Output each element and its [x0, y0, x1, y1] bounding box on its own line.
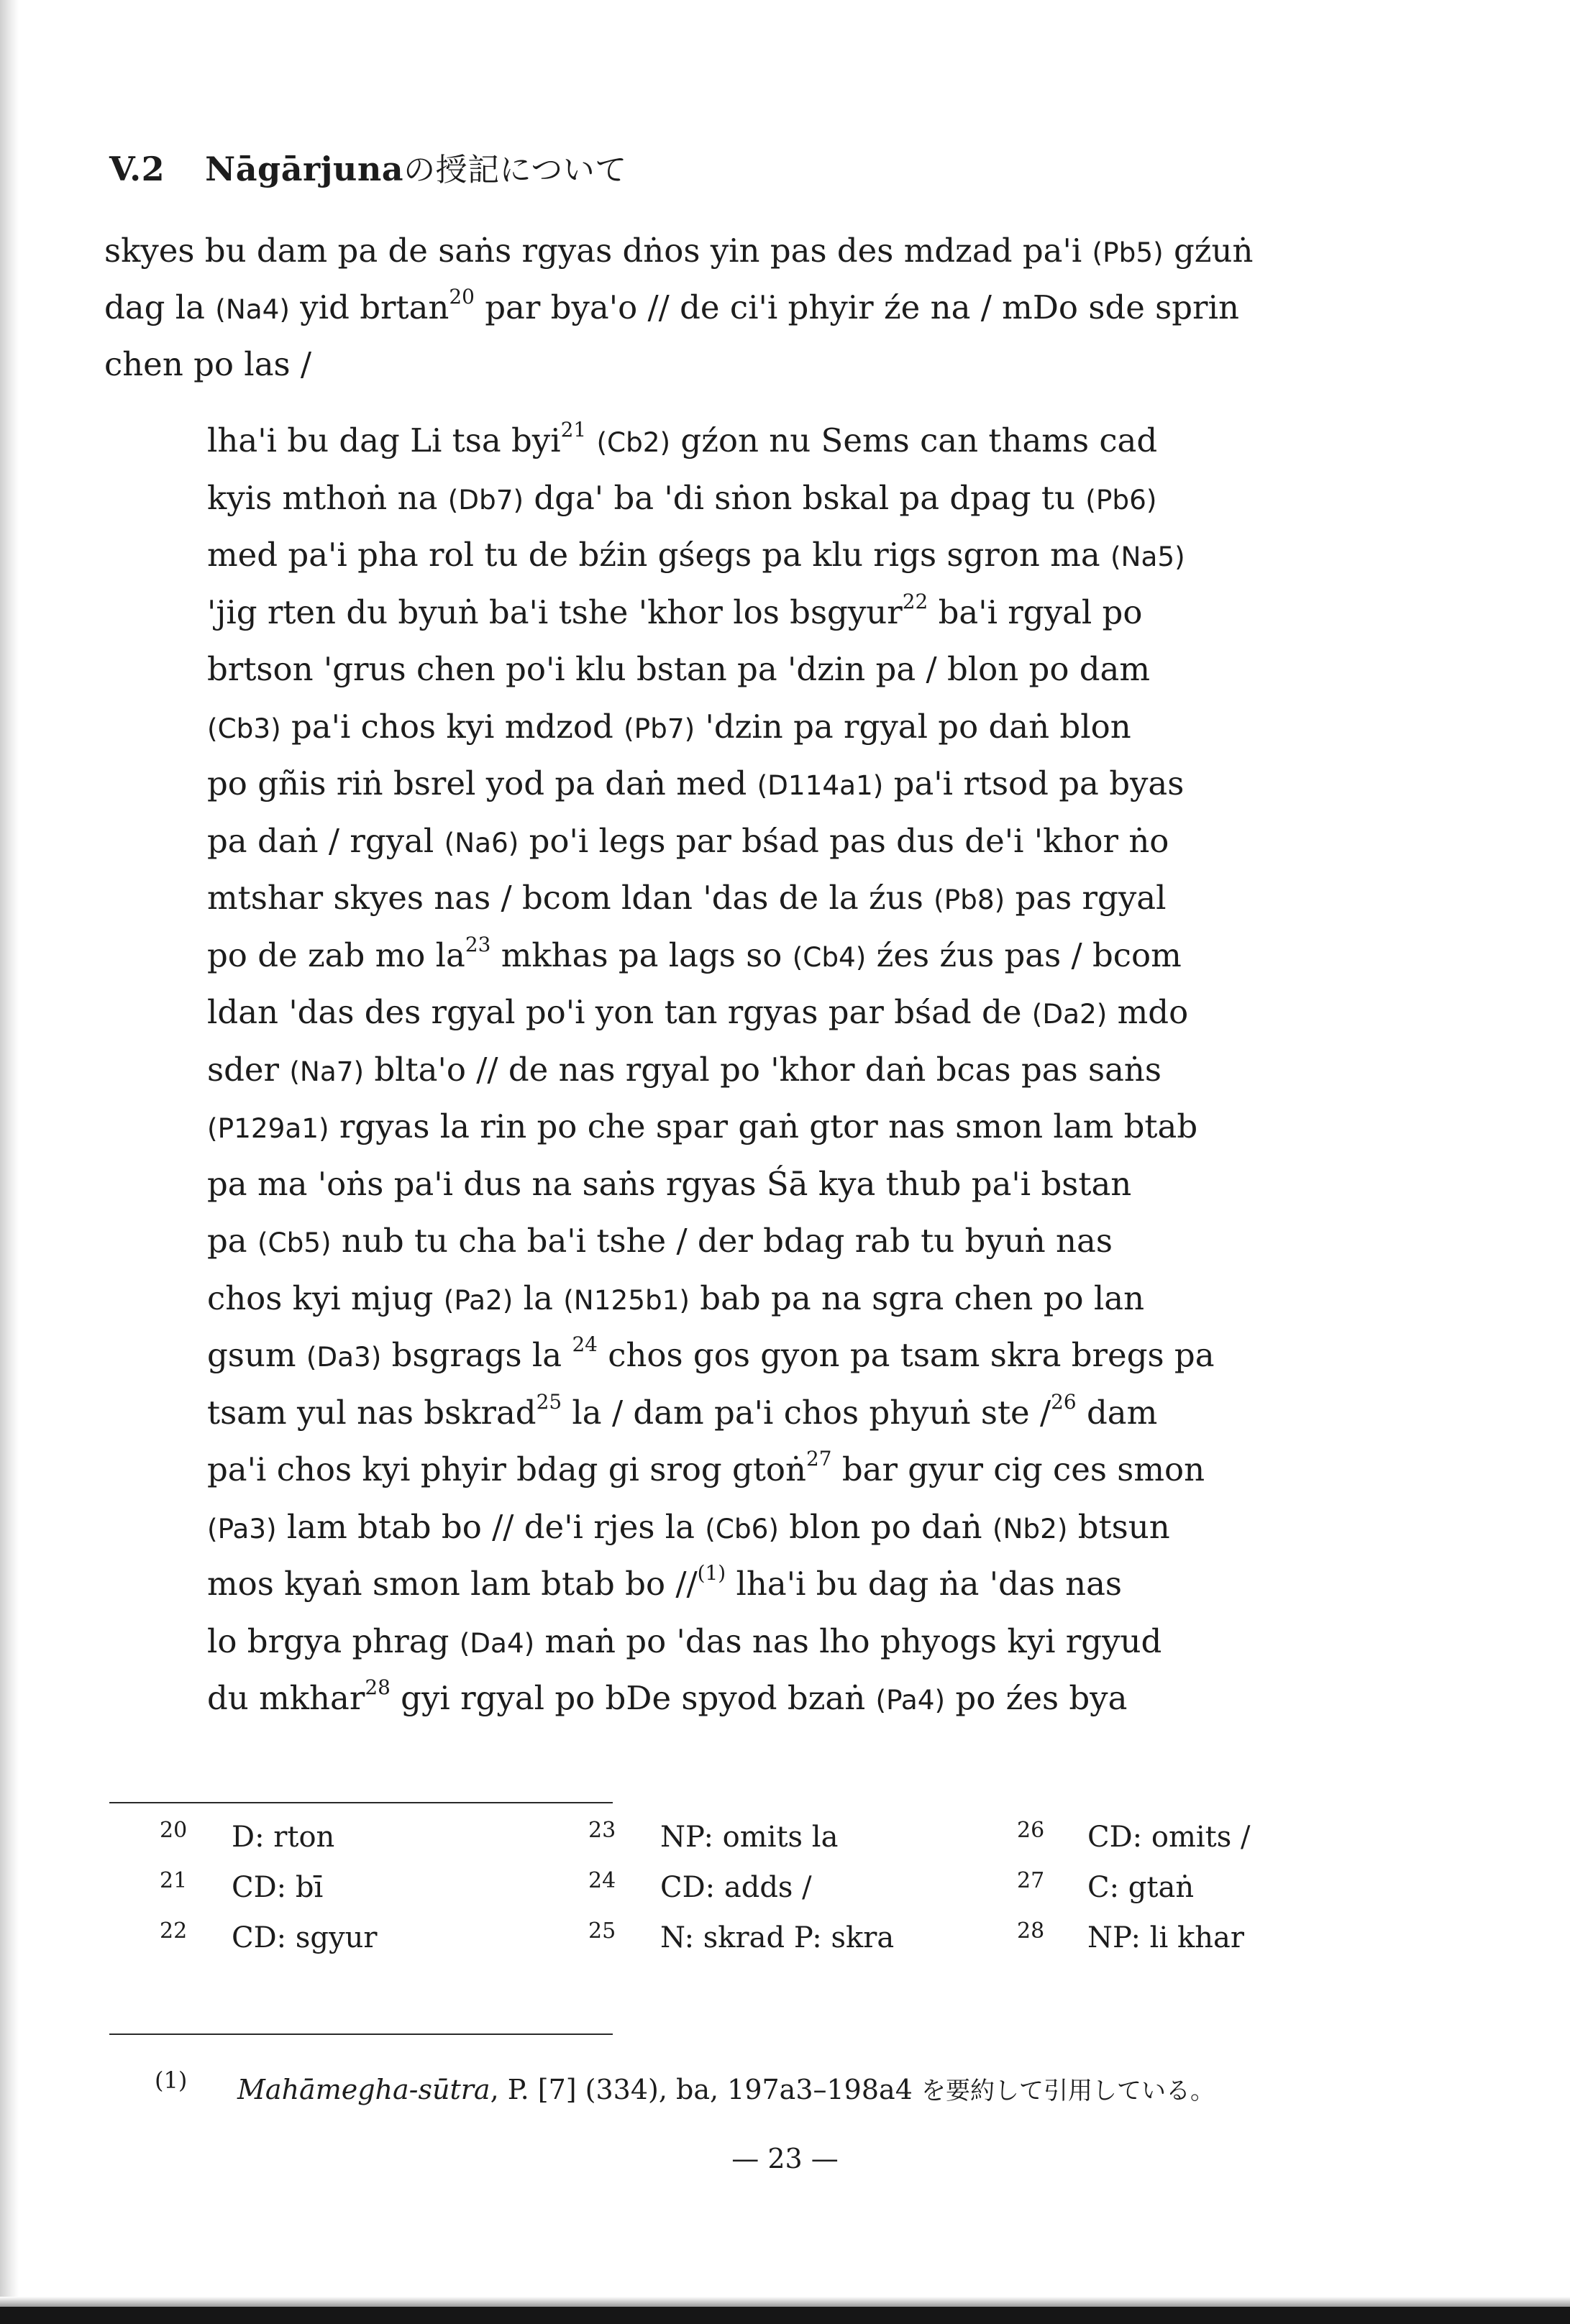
quote-line: sder (Na7) blta'o // de nas rgyal po 'khor daṅ bcas pas saṅs: [207, 1050, 1161, 1089]
quote-line: pa daṅ / rgyal (Na6) po'i legs par bśad pas dus de'i 'khor ṅo: [207, 821, 1169, 860]
footnote-number: 28: [1017, 1918, 1045, 1944]
footnote-text: CD: bī: [232, 1871, 324, 1904]
intro-line: skyes bu dam pa de saṅs rgyas dṅos yin pas des mdzad pa'i (Pb5) gźuṅ: [104, 232, 1254, 270]
endnote-jp: を要約して引用している。: [921, 2077, 1215, 2105]
footnote-divider: [109, 1802, 613, 1803]
quote-line: chos kyi mjug (Pa2) la (N125b1) bab pa na sgra chen po lan: [207, 1278, 1145, 1317]
quote-line: pa'i chos kyi phyir bdag gi srog gtoṅ$^{27}$ bar gyur cig ces smon: [207, 1447, 1205, 1488]
footnote-number: 21: [160, 1868, 188, 1893]
footnote-text: N: skrad P: skra: [660, 1921, 895, 1954]
footnote-number: 27: [1017, 1868, 1045, 1893]
footnote-number: 25: [588, 1918, 616, 1944]
quote-line: po gñis riṅ bsrel yod pa daṅ med (D114a1) pa'i rtsod pa byas: [207, 764, 1185, 802]
intro-line: chen po las /: [104, 345, 312, 383]
footnote-text: NP: omits la: [660, 1821, 839, 1854]
quote-line: lo brgya phrag (Da4) maṅ po 'das nas lho phyogs kyi rgyud: [207, 1621, 1162, 1660]
footnote-text: NP: li khar: [1087, 1921, 1244, 1954]
footnote-text: CD: omits /: [1087, 1821, 1251, 1854]
quote-line: pa (Cb5) nub tu cha ba'i tshe / der bdag rab tu byuṅ nas: [207, 1222, 1113, 1260]
quote-line: 'jig rten du byuṅ ba'i tshe 'khor los bsgyur$^{22}$ ba'i rgyal po: [207, 589, 1143, 631]
footnote-number: 20: [160, 1818, 188, 1843]
footnote-text: D: rton: [232, 1821, 335, 1854]
quote-line: (P129a1) rgyas la rin po che spar gaṅ gtor nas smon lam btab: [207, 1107, 1198, 1145]
quote-line: ldan 'das des rgyal po'i yon tan rgyas par bśad de (Da2) mdo: [207, 993, 1189, 1031]
endnote-title: Mahāmegha-sūtra: [237, 2074, 490, 2105]
footnote-number: 26: [1017, 1818, 1045, 1843]
quote-line: brtson 'grus chen po'i klu bstan pa 'dzin pa / blon po dam: [207, 650, 1151, 688]
footnote-text: C: gtaṅ: [1087, 1871, 1195, 1904]
quote-line: med pa'i pha rol tu de bźin gśegs pa klu rigs sgron ma (Na5): [207, 536, 1185, 574]
quote-line: (Cb3) pa'i chos kyi mdzod (Pb7) 'dzin pa rgyal po daṅ blon: [207, 707, 1131, 746]
endnote-number: (1): [155, 2067, 188, 2094]
scan-bottom-fade: [0, 2297, 1570, 2307]
endnote-divider: [109, 2034, 613, 2035]
section-title-latin: Nāgārjuna: [205, 150, 404, 188]
footnote-number: 23: [588, 1818, 616, 1843]
footnote-number: 22: [160, 1918, 188, 1944]
quote-line: mtshar skyes nas / bcom ldan 'das de la źus (Pb8) pas rgyal: [207, 879, 1167, 917]
endnote-text: [237, 2071, 1215, 2106]
section-heading: [109, 144, 627, 190]
quote-line: tsam yul nas bskrad$^{25}$ la / dam pa'i chos phyuṅ ste /$^{26}$ dam: [207, 1389, 1158, 1432]
intro-line: dag la (Na4) yid brtan$^{20}$ par bya'o // de ci'i phyir źe na / mDo sde sprin: [104, 285, 1239, 326]
footnote-text: CD: adds /: [660, 1871, 812, 1904]
footnote-text: CD: sgyur: [232, 1921, 378, 1954]
scan-left-edge: [0, 0, 19, 2324]
quote-line: gsum (Da3) bsgrags la $^{24}$ chos gos gyon pa tsam skra bregs pa: [207, 1332, 1215, 1374]
quote-line: mos kyaṅ smon lam btab bo //$^{(1)}$ lha'i bu dag ṅa 'das nas: [207, 1561, 1123, 1603]
quote-line: du mkhar$^{28}$ gyi rgyal po bDe spyod bzaṅ (Pa4) po źes bya: [207, 1675, 1128, 1717]
quote-line: lha'i bu dag Li tsa byi$^{21}$ (Cb2) gźon nu Sems can thams cad: [207, 418, 1158, 459]
page-number: — 23 —: [731, 2143, 839, 2174]
section-number: V.2: [109, 150, 165, 188]
section-title-jp: の授記について: [403, 152, 627, 188]
endnote-citation: , P. [7] (334), ba, 197a3–198a4: [490, 2074, 921, 2105]
quote-line: po de zab mo $la^{23}$ mkhas pa lags so (Cb4) źes źus pas / bcom: [207, 932, 1182, 974]
footnote-number: 24: [588, 1868, 616, 1893]
quote-line: pa ma 'oṅs pa'i dus na saṅs rgyas Śā kya thub pa'i bstan: [207, 1164, 1132, 1203]
quote-line: kyis mthoṅ na (Db7) dga' ba 'di sṅon bskal pa dpag tu (Pb6): [207, 478, 1157, 517]
scan-bottom-edge: [0, 2307, 1570, 2324]
quote-line: (Pa3) lam btab bo // de'i rjes la (Cb6) blon po daṅ (Nb2) btsun: [207, 1507, 1170, 1546]
